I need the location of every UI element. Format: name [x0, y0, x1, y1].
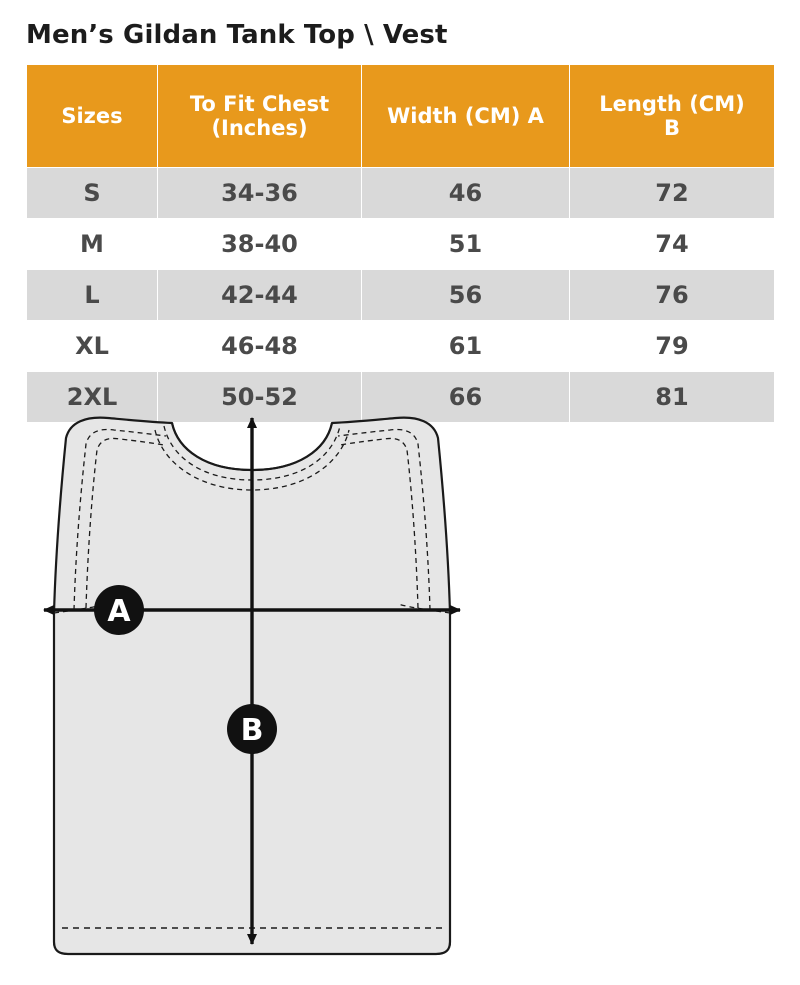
column-header-chest: [158, 65, 362, 168]
size-chart-table: [26, 64, 775, 423]
cell-length: 79: [570, 321, 775, 372]
cell-size: M: [27, 219, 158, 270]
column-header-sizes-line1: Sizes: [61, 103, 123, 128]
cell-chest: 34-36: [158, 168, 362, 219]
cell-size: XL: [27, 321, 158, 372]
cell-chest: 46-48: [158, 321, 362, 372]
table-row: [27, 168, 775, 219]
table-row: [27, 219, 775, 270]
cell-size: L: [27, 270, 158, 321]
measurement-badge-a: [94, 585, 144, 635]
page-title: Men’s Gildan Tank Top \ Vest: [26, 20, 448, 50]
table-header: [27, 65, 775, 168]
column-header-width: [362, 65, 570, 168]
cell-width: 61: [362, 321, 570, 372]
table-body: [27, 168, 775, 423]
table-row: [27, 270, 775, 321]
column-header-chest-line1: To Fit Chest: [189, 91, 330, 116]
cell-length: 81: [570, 372, 775, 423]
cell-chest: 42-44: [158, 270, 362, 321]
cell-width: 46: [362, 168, 570, 219]
cell-size: S: [27, 168, 158, 219]
cell-length: 72: [570, 168, 775, 219]
cell-width: 56: [362, 270, 570, 321]
table-header-row: [27, 65, 775, 168]
measurement-badge-b-label: B: [240, 713, 264, 748]
table-row: [27, 321, 775, 372]
cell-size: 2XL: [27, 372, 158, 423]
cell-width: 51: [362, 219, 570, 270]
cell-chest: 38-40: [158, 219, 362, 270]
column-header-chest-line2: (Inches): [211, 116, 308, 140]
garment-diagram: [0, 404, 800, 985]
column-header-length: [570, 65, 775, 168]
cell-length: 74: [570, 219, 775, 270]
column-header-sizes: [27, 65, 158, 168]
measurement-badge-b: [227, 704, 277, 754]
cell-width: 66: [362, 372, 570, 423]
column-header-length-line1: Length (CM): [599, 91, 745, 116]
cell-chest: 50-52: [158, 372, 362, 423]
column-header-width-line1: Width (CM) A: [387, 103, 544, 128]
column-header-length-line2: B: [663, 116, 680, 140]
cell-length: 76: [570, 270, 775, 321]
measurement-badge-a-label: A: [107, 594, 131, 629]
